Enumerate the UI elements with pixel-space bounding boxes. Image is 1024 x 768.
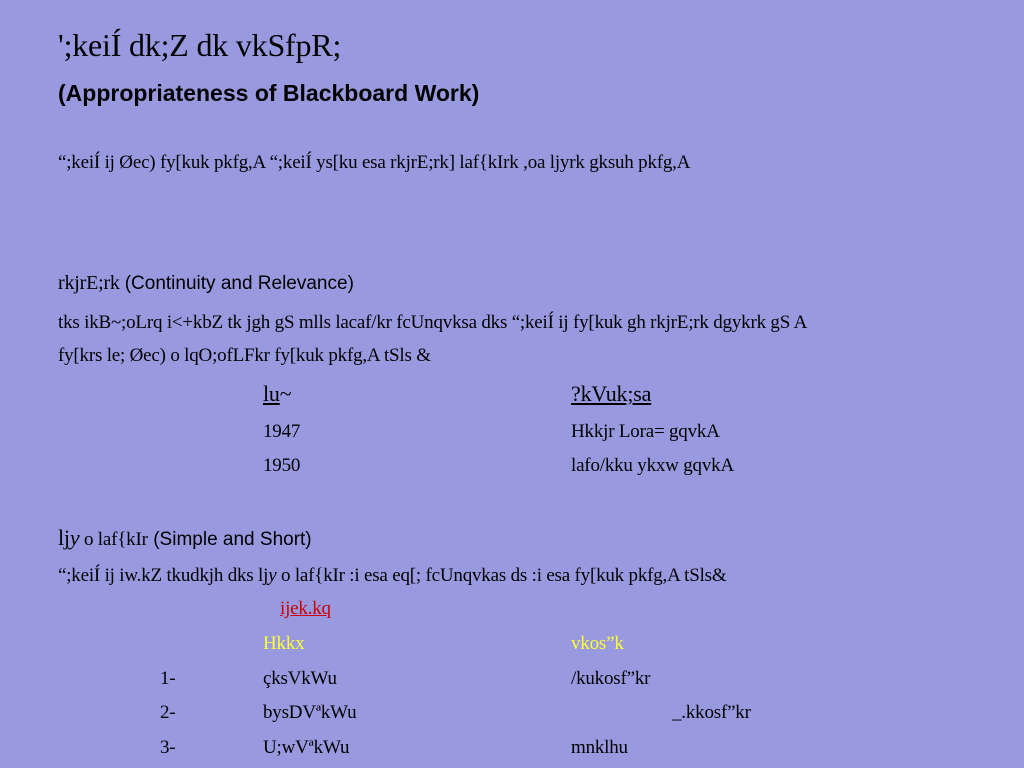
table2-col2-header: vkos”k [571,633,624,654]
table1-row2-event: lafo/kku ykxw gqvkA [571,455,734,476]
table2-row1-charge: /kukosf”kr [571,668,651,689]
table1-row2-year: 1950 [263,455,301,476]
table2-row2-num: 2- [160,702,176,723]
table1-row1-event: Hkkjr Lora= gqvkA [571,421,720,442]
section2-heading-hindi-italic: y [69,525,80,550]
section2-heading-english: (Simple and Short) [153,529,312,550]
section2-paragraph [58,565,726,587]
section2-paragraph-italic: y [268,565,277,586]
table1-col1-header-text: lu [263,381,280,406]
section2-heading [58,525,312,551]
table2-row1-part: çksVkWu [263,668,337,689]
section1-heading [58,272,354,295]
table2-col1-header: Hkkx [263,633,305,654]
slide-subtitle: (Appropriateness of Blackboard Work) [58,80,480,106]
section2-heading-hindi-1: lj [58,525,70,550]
table2-row2-part: bysDVªkWu [263,702,357,723]
slide-title: ';keiÍ dk;Z dk vkSfpR; [58,27,342,63]
section1-paragraph-line1: tks ikB~;oLrq i<+kbZ tk jgh gS mlls lacaf/kr fcUnqvksa dks “;keiÍ ij fy[kuk gh rkjrE;rk dgykrk gS A [58,312,808,333]
intro-text: “;keiÍ ij Øec) fy[kuk pkfg,A “;keiÍ ys[ku esa rkjrE;rk] laf{kIrk ,oa ljyrk gksuh pkfg,A [58,152,691,173]
table2-row3-charge: mnklhu [571,737,628,758]
table2-row1-num: 1- [160,668,176,689]
table1-row1-year: 1947 [263,421,301,442]
section1-paragraph-line2: fy[krs le; Øec) o lqO;ofLFkr fy[kuk pkfg,A tSls & [58,345,431,366]
section2-paragraph-post: o laf{kIr :i esa eq[; fcUnqvkas ds :i esa fy[kuk pkfg,A tSls& [276,565,727,586]
table1-col1-header [263,381,291,407]
example-label: ijek.kq [280,598,331,619]
section2-heading-hindi-2: o laf{kIr [79,529,148,550]
table1-col1-header-suffix: ~ [279,381,292,406]
table1-col2-header: ?kVuk;sa [571,381,652,406]
table2-row3-num: 3- [160,737,176,758]
section1-heading-hindi: rkjrE;rk [58,272,120,294]
table2-row2-charge: _.kkosf”kr [672,702,751,723]
section2-paragraph-pre: “;keiÍ ij iw.kZ tkudkjh dks lj [58,565,269,586]
section1-heading-english: (Continuity and Relevance) [124,273,354,294]
table2-row3-part: U;wVªkWu [263,737,350,758]
